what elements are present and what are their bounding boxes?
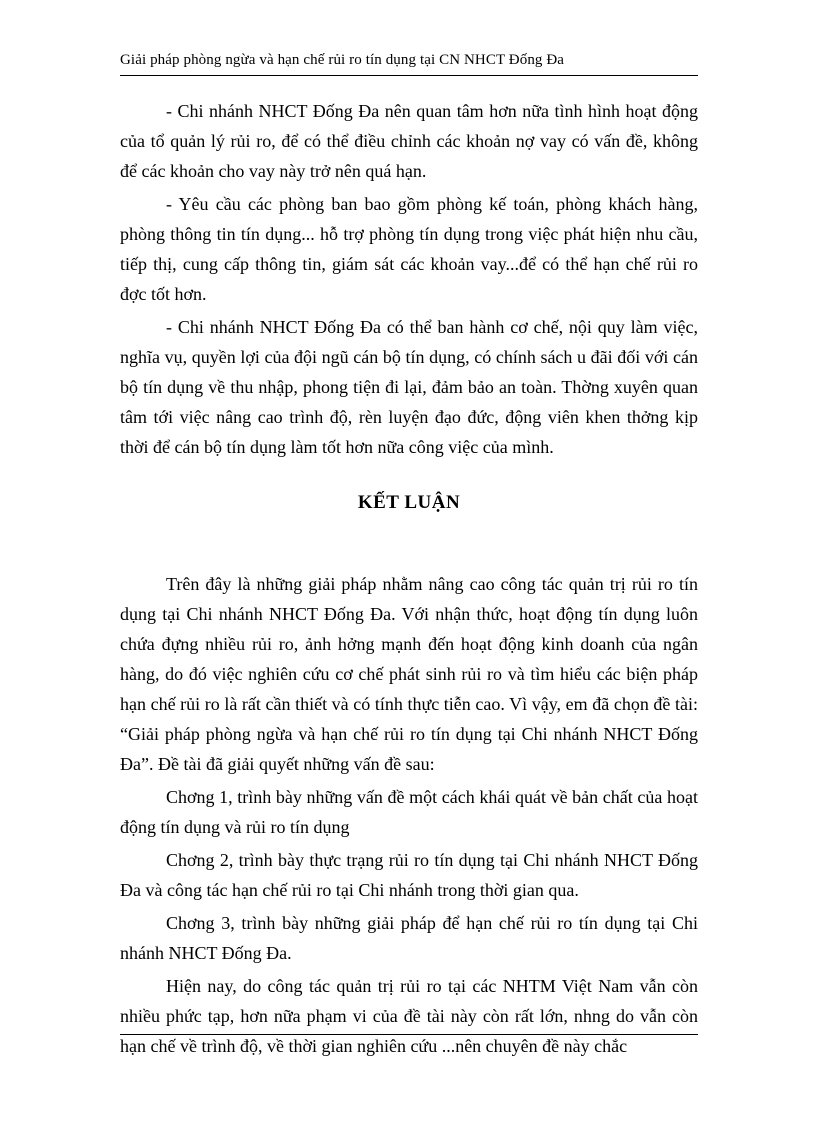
paragraph-chapter-1: Chơng 1, trình bày những vấn đề một cách khái quát về bản chất của hoạt động tín dụng và rủi ro tín dụng [120, 787, 698, 837]
page-content [120, 96, 698, 1064]
paragraph-conclusion-intro: Trên đây là những giải pháp nhằm nâng cao công tác quản trị rủi ro tín dụng tại Chi nhánh NHCT Đống Đa. Với nhận thức, hoạt động tín dụng luôn chứa đựng nhiều rủi ro, ảnh hởng mạnh đến hoạt động kinh doanh của ngân hàng, do đó việc nghiên cứu cơ chế phát sinh rủi ro và tìm hiểu các biện pháp hạn chế rủi ro là rất cần thiết và có tính thực tiễn cao. Vì vậy, em đã chọn đề tài: “Giải pháp phòng ngừa và hạn chế rủi ro tín dụng tại Chi nhánh NHCT Đống Đa”. Đề tài đã giải quyết những vấn đề sau: [120, 574, 698, 774]
paragraph-departments-support: - Yêu cầu các phòng ban bao gồm phòng kế toán, phòng khách hàng, phòng thông tin tín dụng... hỗ trợ phòng tín dụng trong việc phát hiện nhu cầu, tiếp thị, cung cấp thông tin, giám sát các khoản vay...để có thể hạn chế rủi ro đợc tốt hơn. [120, 194, 698, 304]
paragraph-credit-staff-policy: - Chi nhánh NHCT Đống Đa có thể ban hành cơ chế, nội quy làm việc, nghĩa vụ, quyền lợi của đội ngũ cán bộ tín dụng, có chính sách u đãi đối với cán bộ tín dụng về thu nhập, phong tiện đi lại, đảm bảo an toàn. Thờng xuyên quan tâm tới việc nâng cao trình độ, rèn luyện đạo đức, động viên khen thởng kịp thời để cán bộ tín dụng làm tốt hơn nữa công việc của mình. [120, 317, 698, 457]
paragraph-risk-team: - Chi nhánh NHCT Đống Đa nên quan tâm hơn nữa tình hình hoạt động của tổ quản lý rủi ro, để có thể điều chỉnh các khoản nợ vay có vấn đề, không để các khoản cho vay này trở nên quá hạn. [120, 101, 698, 181]
header-divider [120, 75, 698, 76]
section-title-conclusion: KẾT LUẬN [357, 492, 461, 513]
footer-divider [120, 1034, 698, 1035]
paragraph-chapter-3: Chơng 3, trình bày những giải pháp để hạn chế rủi ro tín dụng tại Chi nhánh NHCT Đống Đa. [120, 913, 698, 963]
running-header: Giải pháp phòng ngừa và hạn chế rủi ro tín dụng tại CN NHCT Đống Đa [120, 52, 565, 68]
paragraph-chapter-2: Chơng 2, trình bày thực trạng rủi ro tín dụng tại Chi nhánh NHCT Đống Đa và công tác hạn chế rủi ro tại Chi nhánh trong thời gian qua. [120, 850, 698, 900]
paragraph-limitations: Hiện nay, do công tác quản trị rủi ro tại các NHTM Việt Nam vẫn còn nhiều phức tạp, hơn nữa phạm vi của đề tài này còn rất lớn, nhng do vẫn còn hạn chế về trình độ, về thời gian nghiên cứu ...nên chuyên đề này chắc [120, 976, 698, 1056]
